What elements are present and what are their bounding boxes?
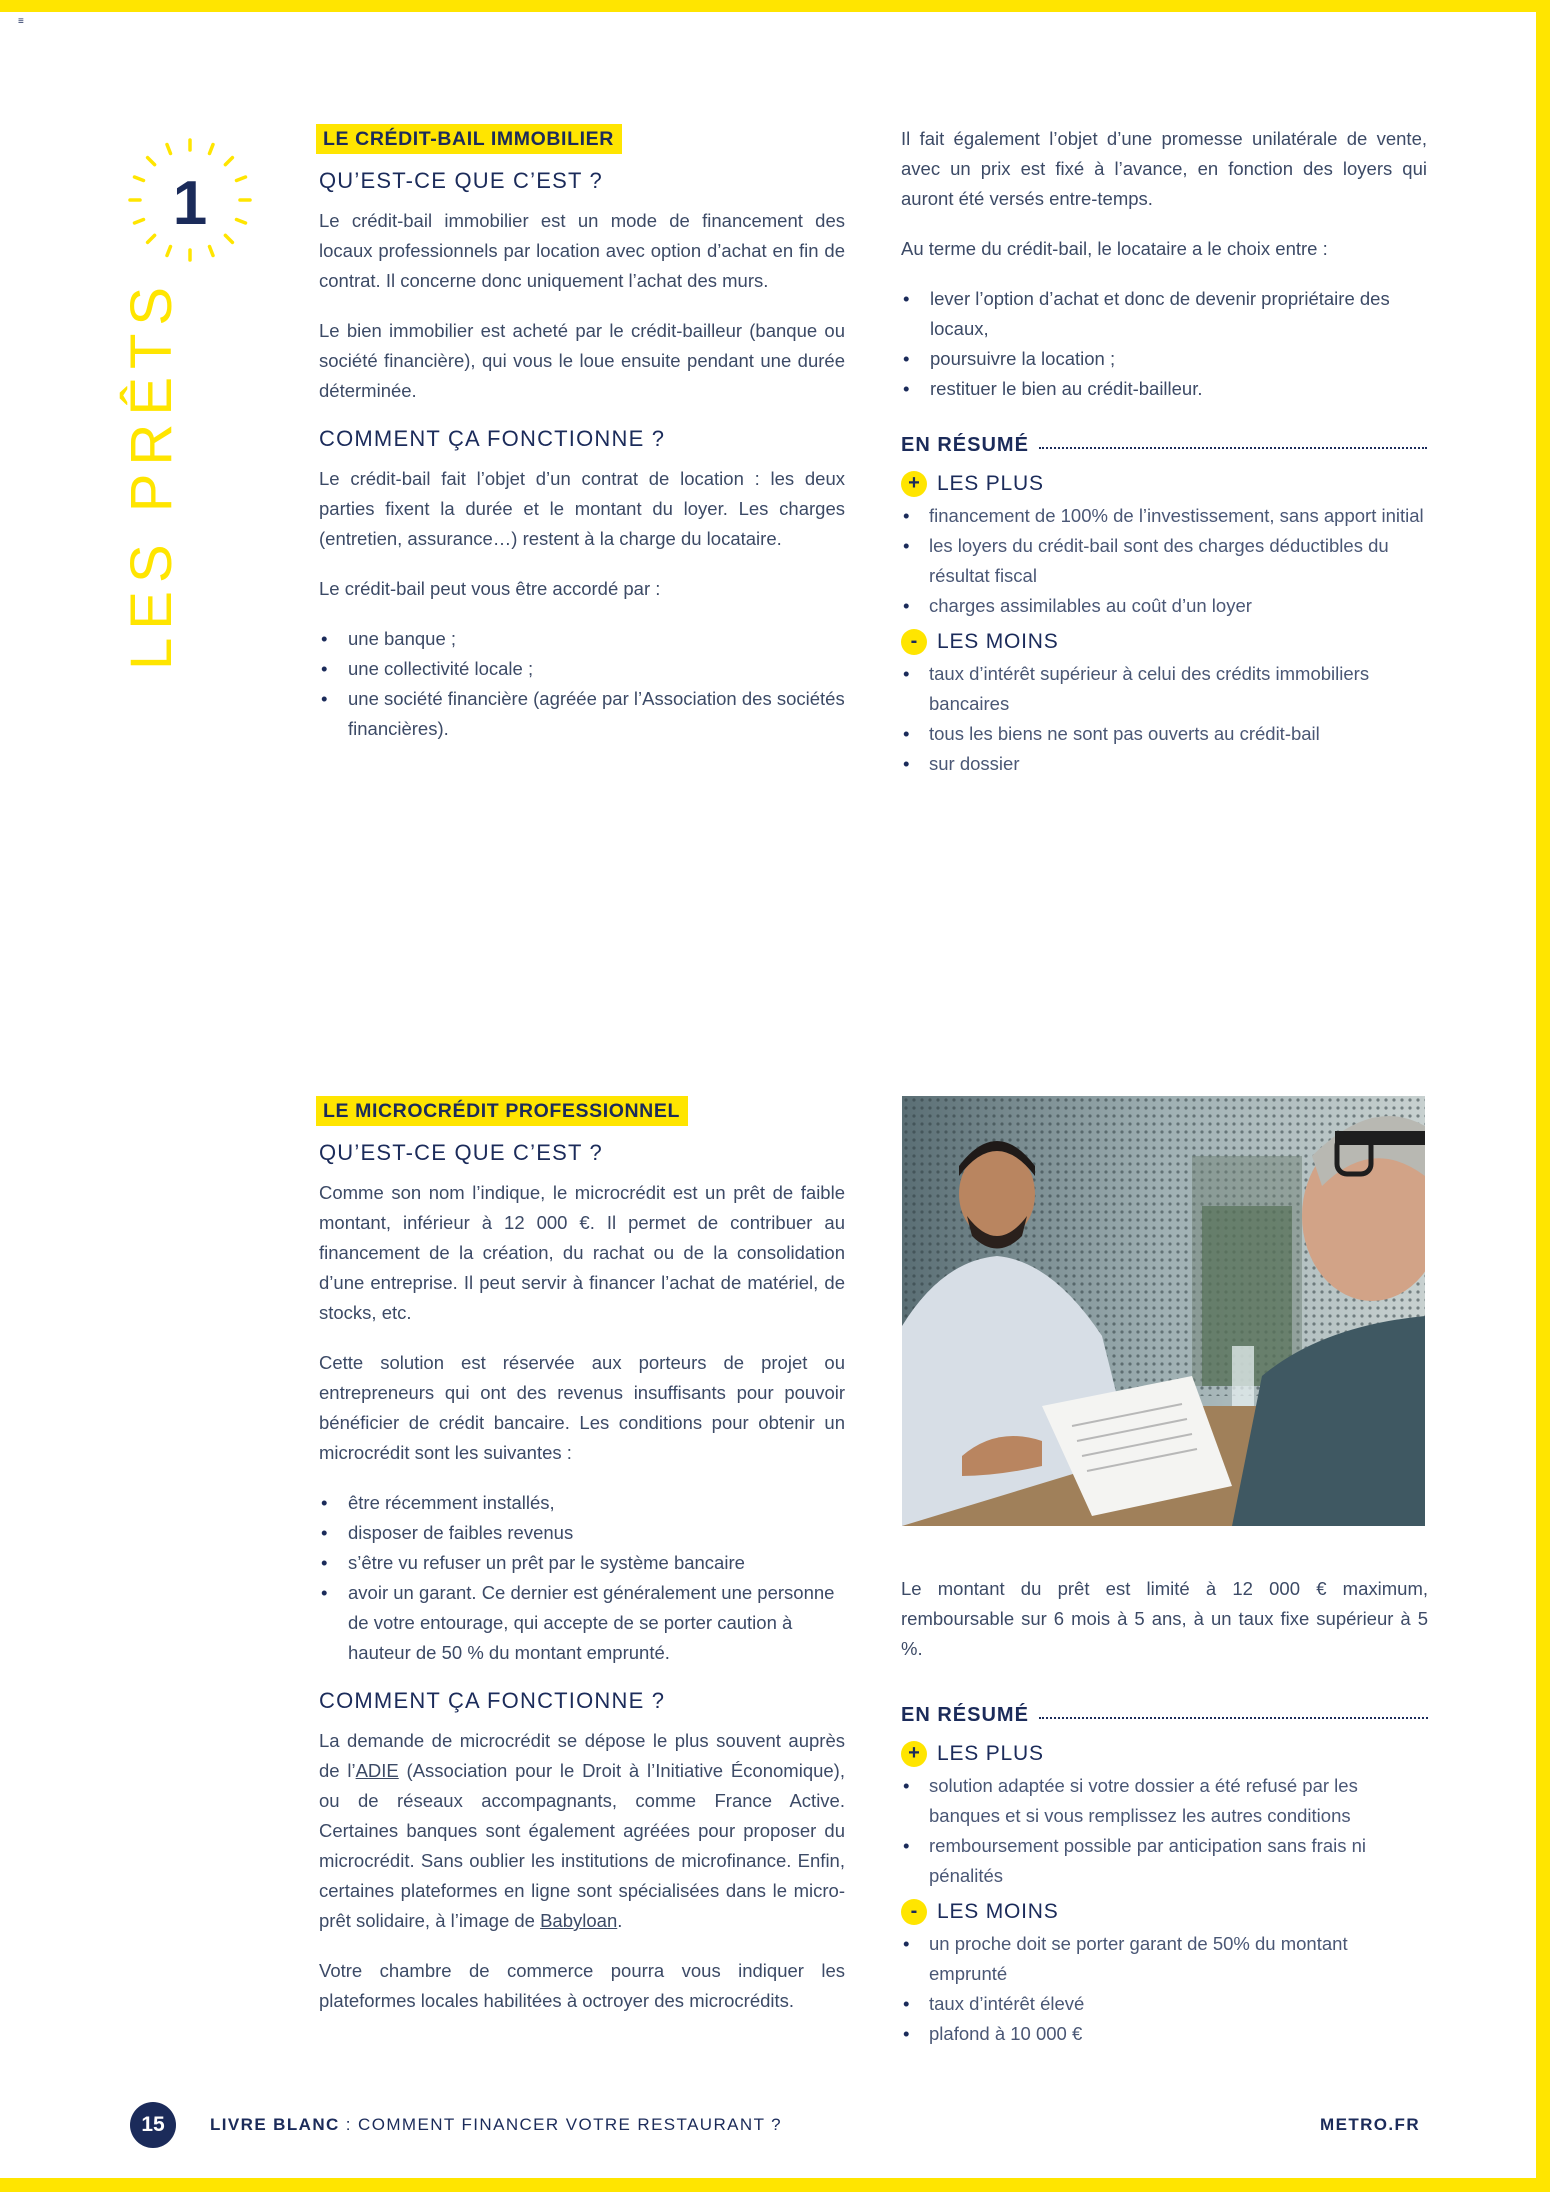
dotted-divider — [1039, 1717, 1428, 1719]
list-item: • une société financière (agréée par l’Association des sociétés financières). — [319, 684, 845, 744]
paragraph: Il fait également l’objet d’une promesse unilatérale de vente, avec un prix est fixé à l’avance, en fonction des loyers qui auront été versés entre-temps. — [901, 128, 1427, 209]
summary-title: EN RÉSUMÉ — [901, 1704, 1029, 1726]
list-item: • charges assimilables au coût d’un loyer — [901, 591, 1427, 621]
paragraph-text: . — [617, 1910, 623, 1931]
bullet-list — [901, 284, 1427, 404]
subheading: COMMENT ÇA FONCTIONNE ? — [319, 1688, 666, 1713]
section-credit-bail-left — [319, 124, 845, 764]
paragraph: Le bien immobilier est acheté par le crédit-bailleur (banque ou société financière), qui vous le loue ensuite pendant une durée déterminée. — [319, 320, 845, 401]
section-credit-bail-right — [901, 124, 1427, 799]
list-item: • plafond à 10 000 € — [901, 2019, 1428, 2049]
list-item: • solution adaptée si votre dossier a été refusé par les banques et si vous remplissez les autres conditions — [901, 1771, 1428, 1831]
cons-header — [901, 629, 1427, 655]
subheading: QU’EST-CE QUE C’EST ? — [319, 1140, 603, 1165]
cons-header — [901, 1899, 1428, 1925]
cons-list — [901, 1929, 1428, 2049]
minus-icon: - — [901, 1899, 927, 1925]
list-item: • tous les biens ne sont pas ouverts au crédit-bail — [901, 719, 1427, 749]
adie-link[interactable]: ADIE — [355, 1760, 399, 1781]
paragraph: Le crédit-bail peut vous être accordé par : — [319, 578, 661, 599]
list-item: • taux d’intérêt élevé — [901, 1989, 1428, 2019]
plus-icon: + — [901, 1741, 927, 1767]
list-item: • les loyers du crédit-bail sont des charges déductibles du résultat fiscal — [901, 531, 1427, 591]
cons-label: LES MOINS — [937, 630, 1059, 653]
list-item: • s’être vu refuser un prêt par le système bancaire — [319, 1548, 845, 1578]
dotted-divider — [1039, 447, 1427, 449]
page-number: 15 — [130, 2102, 176, 2148]
paragraph: Le crédit-bail immobilier est un mode de financement des locaux professionnels par location avec option d’achat en fin de contrat. Il concerne donc uniquement l’achat des murs. — [319, 210, 845, 291]
pros-label: LES PLUS — [937, 472, 1044, 495]
chapter-title: LES PRÊTS — [119, 278, 184, 670]
plus-icon: + — [901, 471, 927, 497]
pros-header — [901, 1741, 1428, 1767]
corner-mark: ≡ — [18, 16, 24, 27]
footer-title-rest: : COMMENT FINANCER VOTRE RESTAURANT ? — [339, 2115, 783, 2134]
bullet-list — [319, 1488, 845, 1668]
paragraph — [319, 1726, 845, 1936]
paragraph-text: La demande de microcrédit se dépose le plus souvent auprès de l’ — [319, 1730, 845, 1781]
list-item: • une banque ; — [319, 624, 845, 654]
list-item: • restituer le bien au crédit-bailleur. — [901, 374, 1427, 404]
list-item: • une collectivité locale ; — [319, 654, 845, 684]
bullet-list — [319, 624, 845, 744]
paragraph-text: (Association pour le Droit à l’Initiative Économique), ou de réseaux accompagnants, comme France Active. Certaines banques sont également agréées pour proposer du microcrédit. Sans oublier les institutions de microfinance. Enfin, certaines plateformes en ligne sont spécialisées dans le micro-prêt solidaire, à l’image de — [319, 1760, 845, 1931]
list-item: • financement de 100% de l’investissement, sans apport initial — [901, 501, 1427, 531]
pros-list — [901, 501, 1427, 621]
footer-title — [210, 2115, 782, 2135]
cons-label: LES MOINS — [937, 1900, 1059, 1923]
chapter-number: 1 — [172, 169, 208, 238]
summary-header — [901, 1704, 1428, 1727]
list-item: • sur dossier — [901, 749, 1427, 779]
meeting-photo — [902, 1096, 1425, 1526]
pros-header — [901, 471, 1427, 497]
list-item: • avoir un garant. Ce dernier est généralement une personne de votre entourage, qui accepte de se porter caution à hauteur de 50 % du montant emprunté. — [319, 1578, 845, 1668]
pros-list — [901, 1771, 1428, 1891]
list-item: • disposer de faibles revenus — [319, 1518, 845, 1548]
cons-list — [901, 659, 1427, 779]
subheading: COMMENT ÇA FONCTIONNE ? — [319, 426, 666, 451]
babyloan-link[interactable]: Babyloan — [540, 1910, 618, 1931]
list-item: • poursuivre la location ; — [901, 344, 1427, 374]
section-tag: LE CRÉDIT-BAIL IMMOBILIER — [316, 124, 622, 154]
footer-site[interactable]: METRO.FR — [1320, 2115, 1420, 2134]
section-microcredit-left — [319, 1096, 845, 2036]
paragraph: Cette solution est réservée aux porteurs de projet ou entrepreneurs qui ont des revenus insuffisants pour pouvoir bénéficier de crédit bancaire. Les conditions pour obtenir un microcrédit sont les suivantes : — [319, 1352, 845, 1463]
list-item: • un proche doit se porter garant de 50% du montant emprunté — [901, 1929, 1428, 1989]
photo-caption: Le montant du prêt est limité à 12 000 € maximum, remboursable sur 6 mois à 5 ans, à un taux fixe supérieur à 5 %. — [901, 1578, 1428, 1659]
minus-icon: - — [901, 629, 927, 655]
subheading: QU’EST-CE QUE C’EST ? — [319, 168, 603, 193]
paragraph: Le crédit-bail fait l’objet d’un contrat de location : les deux parties fixent la durée et le montant du loyer. Les charges (entretien, assurance…) restent à la charge du locataire. — [319, 468, 845, 549]
section-microcredit-right — [901, 1574, 1428, 2069]
footer-title-bold: LIVRE BLANC — [210, 2115, 340, 2134]
paragraph: Au terme du crédit-bail, le locataire a le choix entre : — [901, 238, 1328, 259]
list-item: • taux d’intérêt supérieur à celui des crédits immobiliers bancaires — [901, 659, 1427, 719]
section-tag: LE MICROCRÉDIT PROFESSIONNEL — [316, 1096, 688, 1126]
summary-title: EN RÉSUMÉ — [901, 434, 1029, 456]
page-footer — [130, 2102, 1420, 2150]
paragraph: Votre chambre de commerce pourra vous indiquer les plateformes locales habilitées à octroyer des microcrédits. — [319, 1960, 845, 2011]
list-item: • être récemment installés, — [319, 1488, 845, 1518]
list-item: • remboursement possible par anticipation sans frais ni pénalités — [901, 1831, 1428, 1891]
paragraph: Comme son nom l’indique, le microcrédit est un prêt de faible montant, inférieur à 12 000 €. Il permet de contribuer au financement de la création, du rachat ou de la consolidation d’une entreprise. Il peut servir à financer l’achat de matériel, de stocks, etc. — [319, 1182, 845, 1323]
pros-label: LES PLUS — [937, 1742, 1044, 1765]
list-item: • lever l’option d’achat et donc de devenir propriétaire des locaux, — [901, 284, 1427, 344]
summary-header — [901, 434, 1427, 457]
